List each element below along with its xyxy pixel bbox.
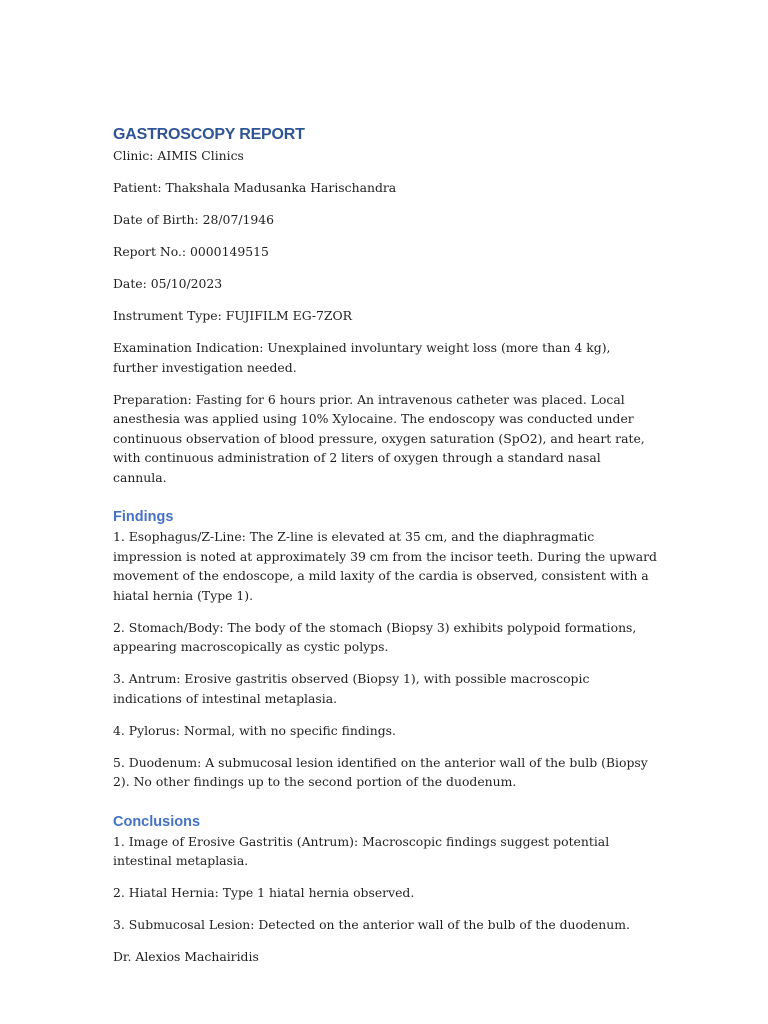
date-of-birth-line: Date of Birth: 28/07/1946 xyxy=(113,212,275,227)
instrument-type-line: Instrument Type: FUJIFILM EG-7ZOR xyxy=(113,308,352,323)
finding-esophagus: 1. Esophagus/Z-Line: The Z-line is elevated at 35 cm, and the diaphragmatic impression is noted at approximately 39 cm from the incisor teeth. During the upward movement of the endoscope, a mild laxity of the cardia is observed, consistent with a hiatal hernia (Type 1). xyxy=(113,529,657,603)
report-number-line: Report No.: 0000149515 xyxy=(113,244,269,259)
conclusion-erosive-gastritis: 1. Image of Erosive Gastritis (Antrum): Macroscopic findings suggest potential intestinal metaplasia. xyxy=(113,833,610,868)
report-title: GASTROSCOPY REPORT xyxy=(113,126,305,143)
patient-line: Patient: Thakshala Madusanka Harischandra xyxy=(113,180,397,195)
conclusion-submucosal-lesion: 3. Submucosal Lesion: Detected on the anterior wall of the bulb of the duodenum. xyxy=(113,917,630,932)
finding-antrum: 3. Antrum: Erosive gastritis observed (Biopsy 1), with possible macroscopic indications of intestinal metaplasia. xyxy=(113,671,590,706)
examination-indication: Examination Indication: Unexplained involuntary weight loss (more than 4 kg), further investigation needed. xyxy=(113,340,611,375)
conclusions-heading: Conclusions xyxy=(113,813,201,830)
doctor-signature: Dr. Alexios Machairidis xyxy=(113,949,259,964)
conclusion-hiatal-hernia: 2. Hiatal Hernia: Type 1 hiatal hernia observed. xyxy=(113,885,415,900)
preparation-paragraph: Preparation: Fasting for 6 hours prior. An intravenous catheter was placed. Local anesthesia was applied using 10% Xylocaine. The endoscopy was conducted under continuous observation of blood pressure, oxygen saturation (SpO2), and heart rate, with continuous administration of 2 liters of oxygen through a standard nasal cannula. xyxy=(113,391,645,485)
finding-pylorus: 4. Pylorus: Normal, with no specific findings. xyxy=(113,722,396,738)
finding-stomach: 2. Stomach/Body: The body of the stomach (Biopsy 3) exhibits polypoid formations, appearing macroscopically as cystic polyps. xyxy=(113,619,637,654)
findings-heading: Findings xyxy=(113,509,174,525)
date-line: Date: 05/10/2023 xyxy=(113,276,223,291)
finding-duodenum: 5. Duodenum: A submucosal lesion identified on the anterior wall of the bulb (Biopsy 2). No other findings up to the second portion of the duodenum. xyxy=(113,754,648,789)
report-page xyxy=(113,124,658,979)
clinic-line: Clinic: AIMIS Clinics xyxy=(113,148,244,163)
